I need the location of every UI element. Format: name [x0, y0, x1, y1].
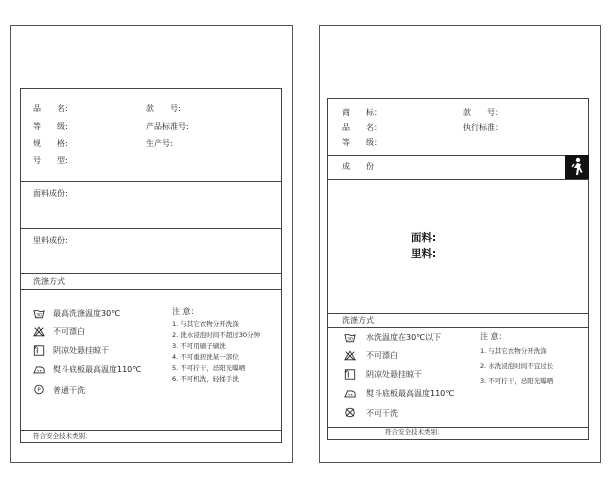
- left-lining-label: 里料成份:: [33, 236, 68, 245]
- right-field-brand: 商 标：: [342, 108, 382, 117]
- left-field-size: 号 型:: [33, 156, 68, 165]
- shade-hang-dry-icon: [344, 369, 356, 380]
- left-field-style-no: 款 号:: [146, 104, 181, 113]
- right-divider-3: [327, 313, 589, 314]
- right-divider-5: [327, 427, 589, 428]
- left-wash-title: 洗涤方式: [33, 277, 65, 286]
- right-care-text-2: 不可漂白: [366, 351, 398, 360]
- left-divider-3: [20, 273, 282, 274]
- left-divider-2: [20, 228, 282, 229]
- right-footer: 符合安全技术类别：: [385, 428, 444, 436]
- left-care-text-2: 不可漂白: [53, 327, 85, 336]
- right-field-grade: 等 级：: [342, 138, 382, 147]
- wash-temp-text: 30: [347, 337, 353, 343]
- left-divider-4: [20, 289, 282, 290]
- right-care-text-3: 阴凉处悬挂晾干: [366, 370, 422, 379]
- no-bleach-icon: [33, 326, 45, 337]
- no-bleach-icon: [344, 350, 356, 361]
- iron-icon: [344, 388, 356, 399]
- right-field-standard: 执行标准：: [463, 123, 503, 132]
- wash-30-icon: [33, 308, 45, 319]
- left-field-standard-no: 产品标准号:: [146, 122, 189, 131]
- right-field-product-name: 品 名：: [342, 123, 382, 132]
- left-care-text-5: 普通干洗: [53, 386, 85, 395]
- left-divider-1: [20, 181, 282, 182]
- right-divider-2: [327, 179, 589, 180]
- right-care-text-5: 不可干洗: [366, 409, 398, 418]
- right-field-style-no: 款 号：: [463, 108, 503, 117]
- left-care-text-4: 熨斗底板最高温度110℃: [53, 365, 142, 374]
- wash-temp-text: 30: [36, 313, 42, 319]
- right-divider-4: [327, 327, 589, 328]
- left-note-5: 5. 不可拧干，忌阳光曝晒: [172, 364, 246, 372]
- left-note-6: 6. 不可机洗，轻揉手洗: [172, 375, 239, 383]
- right-care-text-4: 熨斗底板最高温度110℃: [366, 389, 455, 398]
- left-field-product-name: 品 名:: [33, 104, 68, 113]
- left-field-spec: 规 格:: [33, 139, 68, 148]
- child-figure-icon: [565, 155, 589, 179]
- left-care-text-1: 最高洗涤温度30℃: [53, 309, 121, 318]
- right-fabric-label: 面料:: [411, 232, 437, 244]
- left-field-grade: 等 级:: [33, 122, 68, 131]
- right-note-2: 2. 水洗浸泡时间不宜过长: [480, 362, 554, 370]
- left-divider-5: [20, 430, 282, 431]
- shade-hang-dry-icon: [33, 345, 45, 356]
- left-footer: 符合安全技术类别：: [33, 432, 92, 440]
- svg-text:P: P: [37, 387, 41, 394]
- left-fabric-label: 面料成份:: [33, 189, 68, 198]
- right-note-1: 1. 与其它衣物分开洗涤: [480, 347, 547, 355]
- right-notes-title: 注 意：: [480, 332, 507, 341]
- right-lining-label: 里料:: [411, 248, 437, 260]
- left-care-text-3: 阴凉处悬挂晾干: [53, 346, 109, 355]
- no-dry-clean-icon: [344, 407, 356, 418]
- wash-30-icon: [344, 332, 356, 343]
- right-note-3: 3. 不可拧干，忌阳光曝晒: [480, 377, 554, 385]
- dry-clean-p-icon: [33, 384, 45, 395]
- left-note-2: 2. 洗水浸泡时间不超过30分钟: [172, 331, 261, 339]
- left-note-3: 3. 不可用刷子刷洗: [172, 342, 226, 350]
- right-care-text-1: 水洗温度在30℃以下: [366, 333, 442, 342]
- iron-icon: [33, 364, 45, 375]
- left-note-1: 1. 与其它衣物分开洗涤: [172, 320, 239, 328]
- right-divider-1: [327, 155, 589, 156]
- left-note-4: 4. 不可重搓洗某一部位: [172, 353, 239, 361]
- left-field-production-no: 生产号:: [146, 139, 173, 148]
- right-wash-title: 洗涤方式: [342, 316, 374, 325]
- left-notes-title: 注 意：: [172, 307, 199, 316]
- right-composition-label: 成 份: [342, 162, 374, 171]
